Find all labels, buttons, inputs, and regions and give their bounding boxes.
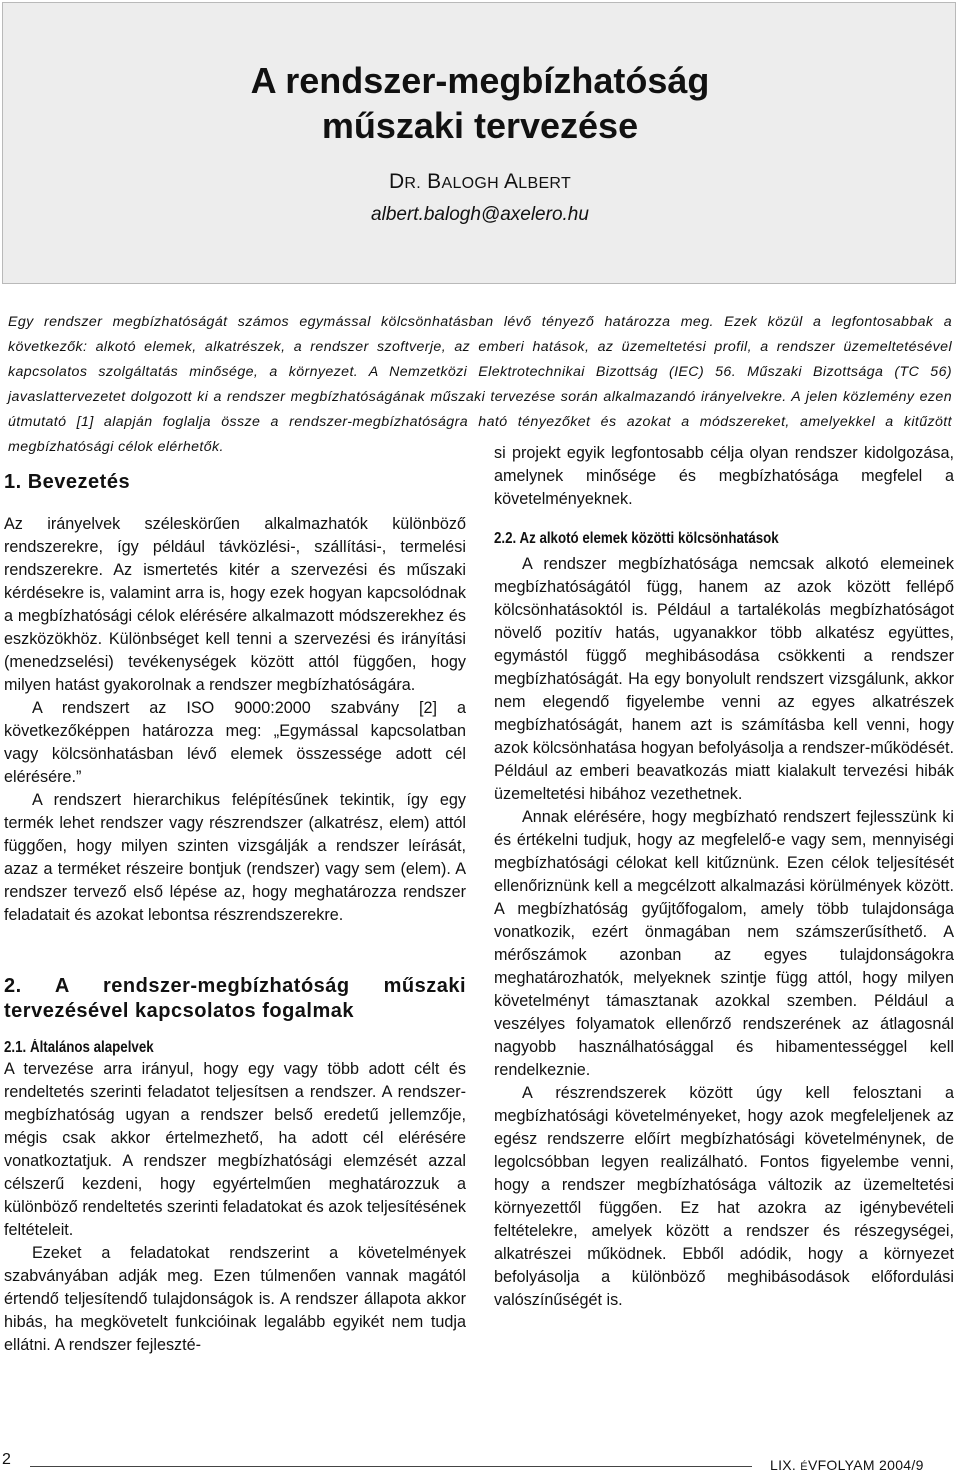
subsection-2-2-paragraph: Annak elérésére, hogy megbízható rendszert fejlesszünk ki és értékelni tudjuk, hogy az megfelelő-e vagy sem, mennyiségi megbízhatósági célokat kell kitűznünk. Ezen célok teljesítését ellenőriznünk kell a megcélzott alkalmazási körülmények között. A megbízhatóság gyűjtőfogalom, amely több tulajdonsága vonatkozik, ezért önmagában nem számszerűsíthető. A mérőszámok azonban az egyes tulajdonságokra meghatározhatók, melyeknek szintje függ attól, hogy milyen követelményt támasztanak azokkal szemben. Például a veszélyes folyamatok ellenőrző rendszerének az átlagosnál nagyobb használhatósággal és hibamentességgel kell rendelkeznie.: [494, 808, 954, 1079]
continued-paragraph: si projekt egyik legfontosabb célja olyan rendszer kidolgozása, amelynek minősége és megbízhatósága megfelel a követelményeknek.: [494, 444, 954, 508]
issue-rest: VFOLYAM 2004/9: [807, 1457, 924, 1473]
author-initial-d: D: [388, 170, 405, 193]
issue-e-initial: É: [800, 1461, 808, 1473]
section-1-paragraph: A rendszert az ISO 9000:2000 szabvány [2] a következőképpen határozza meg: „Egymással kapcsolatban vagy kölcsönhatásban lévő elemek összessége adott cél elérésére.”: [4, 699, 466, 786]
subsection-2-1-heading: 2.1. Általános alapelvek: [4, 1039, 154, 1056]
page-number: 2: [2, 1451, 11, 1468]
article-title: [0, 58, 960, 148]
author-name: [0, 170, 960, 194]
section-2-heading: 2. A rendszer-megbízhatóság műszaki tervezésével kapcsolatos fogalmak: [4, 975, 466, 1022]
issue-volume: LIX.: [770, 1457, 801, 1473]
author-initial-a: A: [503, 170, 519, 193]
section-1-heading: 1. Bevezetés: [4, 471, 131, 493]
subsection-2-2-paragraph: A részrendszerek között úgy kell felosztani a megbízhatósági követelményeket, hogy azok megfeleljenek az egész rendszerre előírt megbízhatósági követelménynek, de legolcsóbban legyen realizálható. Fontos figyelembe venni, hogy a rendszer megbízhatósága változik az üzemeltetési környezettől függően. Ez hat azokra az igénybevételi feltételekre, amelyek között a rendszer és részegységei, alkatrészei működnek. Ebből adódik, hogy a környezet befolyásolja a különböző meghibásodások előfordulási valószínűségét is.: [494, 1084, 954, 1309]
subsection-2-1-paragraph: A tervezése arra irányul, hogy egy vagy több adott célt és rendeltetés szerinti feladatot teljesítsen a rendszer. A rendszer-megbízhatóság ugyan a rendszer belső eredetű jellemzője, mégis csak akkor értelmezhető, ha adott cél elérésére vonatkoztatjuk. A rendszer megbízhatósági elemzését azzal célszerű kezdeni, hogy egyértelműen meghatározzuk a különböző rendeltetés szerinti feladatokat és azok teljesítésének feltételeit.: [4, 1060, 466, 1239]
subsection-2-2-paragraph: A rendszer megbízhatósága nemcsak alkotó elemeinek megbízhatóságától függ, hanem az azok között fellépő kölcsönhatásoktól is. Például a tartalékolás megbízhatóságot növelő pozitív hatás, ugyanakkor több alkatész együttes, egymástól függő meghibásodása csökkenti a rendszer megbízhatóságát. Ha egy bonyolult rendszert vizsgálunk, akkor nem elegendő figyelembe venni az egyes alkatrészek megbízhatóságát, hanem azt is számításba kell venni, hogy azok kölcsönhatása hogyan befolyásolja a rendszer-működését. Például az emberi beavatkozás miatt kialakult tervezési hibák üzemeltetési hibához vezethetnek.: [494, 555, 954, 803]
abstract: Egy rendszer megbízhatóságát számos egymással kölcsönhatásban lévő tényező határozza meg. Ezek közül a legfontosabbak a következők: alkotó elemek, alkatrészek, a rendszer szoftverje, az emberi hatások, az üzemeltetési profil, a rendszer üzemeltetésével kapcsolatos szolgáltatás minősége, a környezet. A Nemzetközi Elektrotechnikai Bizottság (IEC) 56. Műszaki Bizottsága (TC 56) javaslattervezetet dolgozott ki a rendszer megbízhatóságának műszaki tervezése során alkalmazandó irányelvekre. A jelen közlemény ezen útmutató [1] alapján foglalja össze a rendszer-megbízhatóságra ható tényezőket és azokat a módszereket, amelyekkel a kitűzött megbízhatósági célok elérhetők.: [8, 314, 952, 455]
author-surname-rest: ALOGH: [441, 175, 499, 192]
subsection-2-2-heading: 2.2. Az alkotó elemek közötti kölcsönhatások: [494, 530, 779, 547]
title-line-1: A rendszer-megbízhatóság: [250, 60, 710, 101]
left-column: [4, 470, 466, 1357]
issue-label: [770, 1457, 924, 1473]
author-dr-rest: R.: [404, 175, 422, 192]
right-column: [494, 442, 954, 1312]
author-initial-b: B: [427, 170, 442, 193]
section-1-paragraph: A rendszert hierarchikus felépítésűnek tekintik, így egy termék lehet rendszer vagy részrendszer (alkatrész, elem) attól függően, hogy milyen szinten vizsgálják a rendszer leírását, azaz a terméket részeire bontjuk (rendszer) vagy sem (elem). A rendszer tervező első lépése az, hogy meghatározza rendszer feladatait és azokat lebontsa részrendszerekre.: [4, 791, 466, 924]
footer-rule: [30, 1466, 752, 1467]
section-1-paragraph: Az irányelvek széleskörűen alkalmazhatók különböző rendszerekre, így például távközlési-, szállítási-, termelési rendszerekre. Az ismertetés kitér a szervezési és műszaki kérdésekre is, valamint arra is, hogy ezek hogyan kapcsolódnak a megbízhatósági célok elérésére alkalmazott módszerekhez és eszközökhöz. Különbséget kell tenni a szervezési és irányítási (menedzselési) tevékenységek között attól függően, hogy milyen hatást gyakorolnak a rendszer megbízhatóságára.: [4, 515, 466, 694]
author-firstname-rest: LBERT: [518, 175, 572, 192]
subsection-2-1-paragraph: Ezeket a feladatokat rendszerint a követelmények szabványában adják meg. Ezen túlmenően vannak magától értendő teljesítendő tulajdonságok is. A rendszer állapota akkor hibás, ha megkövetelt funkcióinak legalább egyikét nem tudja ellátni. A rendszer fejleszté-: [4, 1244, 466, 1354]
author-email: albert.balogh@axelero.hu: [371, 204, 589, 225]
title-line-2: műszaki tervezése: [321, 105, 639, 146]
